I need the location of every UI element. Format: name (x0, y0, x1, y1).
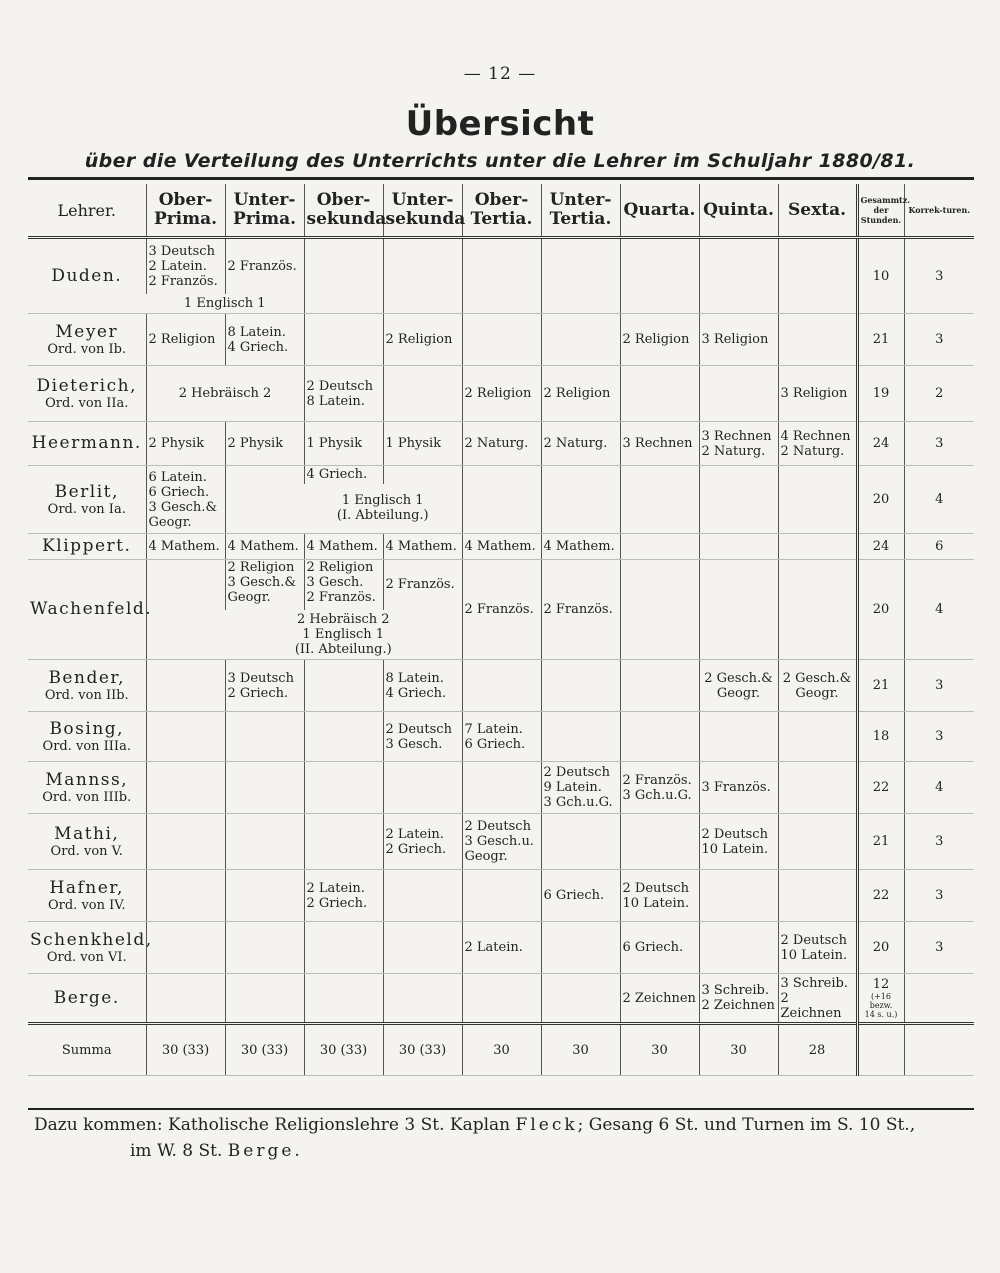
header-unter-prima: Unter-Prima. (225, 184, 304, 238)
cell-unter-prima (225, 466, 304, 534)
cell-ober-tertia (462, 870, 541, 922)
footer-text: ; Gesang 6 St. und Turnen im S. 10 St., (577, 1115, 916, 1135)
cell-korrekturen: 2 (904, 366, 974, 422)
footer-text: Dazu kommen: Katholische Religionslehre 3 St. Kaplan (34, 1115, 511, 1135)
cell-quinta (699, 534, 778, 560)
cell-ober-sekunda (304, 238, 383, 314)
cell-quinta (699, 466, 778, 534)
cell-quarta: 2 Französ. 3 Gch.u.G. (620, 762, 699, 814)
cell-ober-prima (146, 974, 225, 1024)
cell-unter-tertia (541, 238, 620, 314)
total-note: (+16 bezw. 14 s. u.) (864, 992, 898, 1019)
cell-ober-tertia (462, 238, 541, 314)
cell-ober-prima: 2 Religion (146, 314, 225, 366)
teacher-cell (28, 422, 146, 466)
teacher-name: Klippert. (42, 536, 132, 556)
teacher-cell (28, 922, 153, 974)
cell-korrekturen: 4 (904, 560, 974, 660)
cell-korrekturen: 4 (904, 762, 974, 814)
cell-unter-sekunda: 2 Religion (383, 314, 462, 366)
cell-quarta (620, 814, 699, 870)
cell-unter-tertia (541, 712, 620, 762)
page-number: — 12 — (463, 64, 537, 84)
cell-quarta (620, 712, 699, 762)
cell-korrekturen: 3 (904, 814, 974, 870)
cell-unter-tertia: 2 Naturg. (541, 422, 620, 466)
cell-ober-prima (146, 922, 225, 974)
cell-total: 20 (857, 560, 904, 660)
cell-sexta (778, 314, 857, 366)
cell-ober-prima (146, 660, 225, 712)
teacher-rank: Ord. von IIb. (44, 687, 129, 703)
cell-unter-sekunda: 2 Deutsch 3 Gesch. (383, 712, 462, 762)
cell-sexta (778, 712, 857, 762)
teacher-name: Bosing, (49, 718, 125, 739)
cell-shared-prima: 1 Englisch 1 (146, 294, 304, 314)
table-row (28, 974, 974, 1024)
cell-quinta (699, 712, 778, 762)
cell-ober-sekunda: 1 Physik (304, 422, 383, 466)
cell-ober-prima (146, 870, 225, 922)
cell-quarta (620, 238, 699, 314)
cell-unter-prima: 4 Mathem. (225, 534, 304, 560)
cell-ober-sekunda: 2 Deutsch 8 Latein. (304, 366, 383, 422)
cell-unter-prima (225, 974, 304, 1024)
cell-ober-tertia: 2 Religion (462, 366, 541, 422)
cell-unter-sekunda: 8 Latein. 4 Griech. (383, 660, 462, 712)
cell-unter-prima (225, 712, 304, 762)
cell-unter-tertia (541, 660, 620, 712)
header-unter-sekunda: Unter-sekunda (383, 184, 462, 238)
header-ober-prima: Ober-Prima. (146, 184, 225, 238)
cell-total: 19 (857, 366, 904, 422)
cell-unter-prima (225, 922, 304, 974)
cell-quarta: 3 Rechnen (620, 422, 699, 466)
cell-quinta: 3 Rechnen 2 Naturg. (699, 422, 778, 466)
teacher-cell (28, 762, 146, 814)
cell-korrekturen: 3 (904, 870, 974, 922)
cell-unter-sekunda: 4 Mathem. (383, 534, 462, 560)
cell-ober-prima (146, 712, 225, 762)
cell-quarta (620, 534, 699, 560)
page-subtitle: über die Verteilung des Unterrichts unter die Lehrer im Schuljahr 1880/81. (84, 150, 916, 172)
table-row (28, 762, 974, 814)
table-row (28, 466, 974, 484)
table-row (28, 712, 974, 762)
cell-unter-prima (225, 814, 304, 870)
cell-unter-tertia (541, 814, 620, 870)
cell-ober-sekunda (304, 660, 383, 712)
cell-total: 22 (857, 870, 904, 922)
cell-ober-sekunda: 4 Mathem. (304, 534, 383, 560)
teacher-cell (28, 366, 146, 422)
cell-ober-sekunda (304, 922, 383, 974)
footer-line-1 (34, 1112, 969, 1138)
cell-quinta: 3 Französ. (699, 762, 778, 814)
cell-korrekturen: 3 (904, 238, 974, 314)
cell-unter-prima: 8 Latein. 4 Griech. (225, 314, 304, 366)
cell-unter-sekunda: 2 Latein. 2 Griech. (383, 814, 462, 870)
cell-unter-sekunda (383, 366, 462, 422)
cell-ober-sekunda (304, 314, 383, 366)
cell-total (857, 974, 904, 1024)
teacher-cell (28, 870, 146, 922)
cell-shared-sekunda: 1 Englisch 1 (I. Abteilung.) (304, 484, 462, 534)
cell-quarta (620, 560, 699, 660)
cell-ober-prima (146, 814, 225, 870)
page-title: Übersicht (405, 104, 595, 144)
header-ober-tertia: Ober-Tertia. (462, 184, 541, 238)
teacher-cell (28, 712, 146, 762)
header-ober-sekunda: Ober-sekunda (304, 184, 383, 238)
summa-unter-sekunda: 30 (33) (383, 1024, 462, 1076)
cell-unter-tertia (541, 974, 620, 1024)
bottom-rule (28, 1108, 974, 1110)
cell-ober-tertia: 2 Französ. (462, 560, 541, 660)
header-row (28, 184, 974, 238)
teacher-cell (28, 660, 146, 712)
cell-unter-sekunda (383, 762, 462, 814)
cell-unter-tertia (541, 314, 620, 366)
cell-ober-sekunda (304, 712, 383, 762)
table-row (28, 366, 974, 422)
cell-ober-tertia: 2 Naturg. (462, 422, 541, 466)
cell-quarta: 2 Zeichnen (620, 974, 699, 1024)
cell-ober-tertia: 4 Mathem. (462, 534, 541, 560)
cell-quinta: 2 Gesch.& Geogr. (699, 660, 778, 712)
cell-total: 24 (857, 534, 904, 560)
cell-unter-prima: 2 Französ. (225, 238, 304, 294)
teacher-name: Mathi, (54, 823, 120, 844)
table-row (28, 422, 974, 466)
teacher-name: Meyer (55, 321, 119, 342)
cell-total: 18 (857, 712, 904, 762)
teaching-schedule-table (28, 184, 974, 1076)
footer-name: Berge (227, 1141, 295, 1161)
header-gesammt: Gesammtz. der Stunden. (857, 184, 904, 238)
table-row (28, 922, 974, 974)
teacher-name: Heermann. (31, 433, 142, 453)
cell-total: 10 (857, 238, 904, 314)
teacher-cell (28, 534, 146, 560)
cell-quarta: 6 Griech. (620, 922, 699, 974)
cell-quinta (699, 560, 778, 660)
cell-korrekturen: 3 (904, 422, 974, 466)
table-row (28, 560, 974, 610)
cell-korrekturen: 3 (904, 314, 974, 366)
summa-korrekturen (904, 1024, 974, 1076)
cell-unter-sekunda: 1 Physik (383, 422, 462, 466)
cell-ober-sekunda: 2 Latein. 2 Griech. (304, 870, 383, 922)
cell-unter-sekunda: 2 Französ. (383, 560, 462, 610)
cell-ober-sekunda (304, 974, 383, 1024)
teacher-name: Schenkheld, (30, 929, 153, 950)
table-row (28, 238, 974, 294)
summa-label: Summa (28, 1024, 146, 1076)
cell-quinta: 3 Schreib. 2 Zeichnen (699, 974, 778, 1024)
cell-quarta: 2 Religion (620, 314, 699, 366)
summa-row (28, 1024, 974, 1076)
teacher-cell (28, 560, 153, 660)
header-quinta: Quinta. (699, 184, 778, 238)
cell-total: 24 (857, 422, 904, 466)
cell-unter-prima (225, 870, 304, 922)
teacher-rank: Ord. von Ib. (47, 341, 127, 357)
header-sexta: Sexta. (778, 184, 857, 238)
cell-unter-tertia: 2 Religion (541, 366, 620, 422)
cell-ober-tertia (462, 314, 541, 366)
cell-ober-sekunda (304, 762, 383, 814)
footer-text: im W. 8 St. (130, 1141, 223, 1161)
teacher-cell (28, 314, 146, 366)
cell-unter-tertia (541, 466, 620, 534)
footer-line-2 (34, 1138, 969, 1164)
teacher-cell (28, 466, 146, 534)
header-lehrer: Lehrer. (28, 184, 146, 238)
teacher-name: Hafner, (49, 877, 124, 898)
cell-sexta: 3 Schreib. 2 Zeichnen (778, 974, 857, 1024)
cell-korrekturen: 3 (904, 712, 974, 762)
cell-korrekturen (904, 974, 974, 1024)
cell-total: 20 (857, 922, 904, 974)
footer-note (34, 1112, 969, 1164)
cell-unter-tertia: 2 Französ. (541, 560, 620, 660)
summa-quinta: 30 (699, 1024, 778, 1076)
cell-quarta: 2 Deutsch 10 Latein. (620, 870, 699, 922)
cell-unter-prima: 2 Physik (225, 422, 304, 466)
cell-ober-sekunda (304, 814, 383, 870)
summa-unter-prima: 30 (33) (225, 1024, 304, 1076)
top-rule (28, 177, 974, 180)
cell-quinta (699, 238, 778, 314)
cell-unter-sekunda (383, 922, 462, 974)
teacher-name: Duden. (51, 265, 123, 286)
teacher-cell (28, 974, 146, 1024)
cell-unter-tertia: 2 Deutsch 9 Latein. 3 Gch.u.G. (541, 762, 620, 814)
cell-sexta (778, 534, 857, 560)
cell-ober-tertia (462, 762, 541, 814)
cell-quarta (620, 660, 699, 712)
cell-ober-tertia: 7 Latein. 6 Griech. (462, 712, 541, 762)
cell-unter-sekunda (383, 466, 462, 484)
cell-ober-prima: 3 Deutsch 2 Latein. 2 Französ. (146, 238, 225, 294)
total-value: 12 (872, 977, 890, 992)
header-unter-tertia: Unter-Tertia. (541, 184, 620, 238)
cell-unter-prima: 2 Religion 3 Gesch.& Geogr. (225, 560, 304, 610)
cell-sexta (778, 870, 857, 922)
cell-unter-tertia (541, 922, 620, 974)
cell-ober-tertia: 2 Latein. (462, 922, 541, 974)
teacher-name: Bender, (48, 667, 126, 688)
cell-ober-tertia: 2 Deutsch 3 Gesch.u. Geogr. (462, 814, 541, 870)
summa-ober-prima: 30 (33) (146, 1024, 225, 1076)
cell-unter-tertia: 6 Griech. (541, 870, 620, 922)
cell-quarta (620, 366, 699, 422)
cell-korrekturen: 6 (904, 534, 974, 560)
teacher-rank: Ord. von IIa. (45, 395, 129, 411)
cell-unter-sekunda (383, 870, 462, 922)
cell-ober-prima (146, 762, 225, 814)
table-row (28, 660, 974, 712)
summa-quarta: 30 (620, 1024, 699, 1076)
teacher-cell (28, 238, 146, 314)
teacher-cell (28, 814, 146, 870)
teacher-rank: Ord. von IV. (47, 897, 126, 913)
cell-ober-sekunda: 4 Griech. (304, 466, 383, 484)
table-row (28, 814, 974, 870)
cell-ober-prima: 4 Mathem. (146, 534, 225, 560)
summa-ober-tertia: 30 (462, 1024, 541, 1076)
cell-quinta (699, 366, 778, 422)
cell-sexta (778, 238, 857, 314)
teacher-name: Wachenfeld. (30, 599, 153, 619)
cell-total: 22 (857, 762, 904, 814)
cell-unter-prima: 3 Deutsch 2 Griech. (225, 660, 304, 712)
summa-ober-sekunda: 30 (33) (304, 1024, 383, 1076)
teacher-name: Mannss, (45, 769, 129, 790)
teacher-rank: Ord. von IIIa. (42, 738, 131, 754)
summa-unter-tertia: 30 (541, 1024, 620, 1076)
cell-shared-sekunda: 2 Hebräisch 2 1 Englisch 1 (II. Abteilung.) (225, 610, 462, 660)
cell-quinta (699, 922, 778, 974)
cell-unter-tertia: 4 Mathem. (541, 534, 620, 560)
cell-sexta: 2 Deutsch 10 Latein. (778, 922, 857, 974)
cell-prima-shared: 2 Hebräisch 2 (146, 366, 304, 422)
teacher-rank: Ord. von IIIb. (42, 789, 132, 805)
cell-ober-sekunda: 2 Religion 3 Gesch. 2 Französ. (304, 560, 383, 610)
table-row (28, 534, 974, 560)
cell-total: 20 (857, 466, 904, 534)
teacher-rank: Ord. von VI. (46, 949, 127, 965)
teacher-rank: Ord. von V. (50, 843, 123, 859)
cell-ober-tertia (462, 974, 541, 1024)
cell-sexta (778, 814, 857, 870)
cell-ober-prima: 6 Latein. 6 Griech. 3 Gesch.& Geogr. (146, 466, 225, 534)
cell-quinta: 2 Deutsch 10 Latein. (699, 814, 778, 870)
cell-sexta: 2 Gesch.& Geogr. (778, 660, 857, 712)
header-quarta: Quarta. (620, 184, 699, 238)
cell-total: 21 (857, 660, 904, 712)
cell-quinta: 3 Religion (699, 314, 778, 366)
footer-name: Fleck (515, 1115, 578, 1135)
cell-sexta: 3 Religion (778, 366, 857, 422)
header-korrekturen: Korrek-turen. (904, 184, 974, 238)
cell-unter-sekunda (383, 974, 462, 1024)
teacher-name: Berge. (53, 987, 120, 1008)
cell-unter-prima (225, 762, 304, 814)
cell-korrekturen: 4 (904, 466, 974, 534)
cell-sexta (778, 762, 857, 814)
cell-unter-sekunda (383, 238, 462, 314)
cell-korrekturen: 3 (904, 922, 974, 974)
table-row (28, 314, 974, 366)
cell-quinta (699, 870, 778, 922)
teacher-rank: Ord. von Ia. (47, 501, 126, 517)
cell-sexta: 4 Rechnen 2 Naturg. (778, 422, 857, 466)
summa-total (857, 1024, 904, 1076)
cell-total: 21 (857, 814, 904, 870)
cell-sexta (778, 560, 857, 660)
footer-text: . (294, 1141, 300, 1161)
teacher-name: Berlit, (54, 481, 119, 502)
cell-sexta (778, 466, 857, 534)
cell-korrekturen: 3 (904, 660, 974, 712)
cell-ober-prima: 2 Physik (146, 422, 225, 466)
table-row (28, 870, 974, 922)
teacher-name: Dieterich, (36, 375, 137, 396)
cell-ober-prima (146, 560, 225, 660)
cell-quarta (620, 466, 699, 534)
cell-ober-tertia (462, 466, 541, 534)
cell-total: 21 (857, 314, 904, 366)
summa-sexta: 28 (778, 1024, 857, 1076)
cell-ober-tertia (462, 660, 541, 712)
